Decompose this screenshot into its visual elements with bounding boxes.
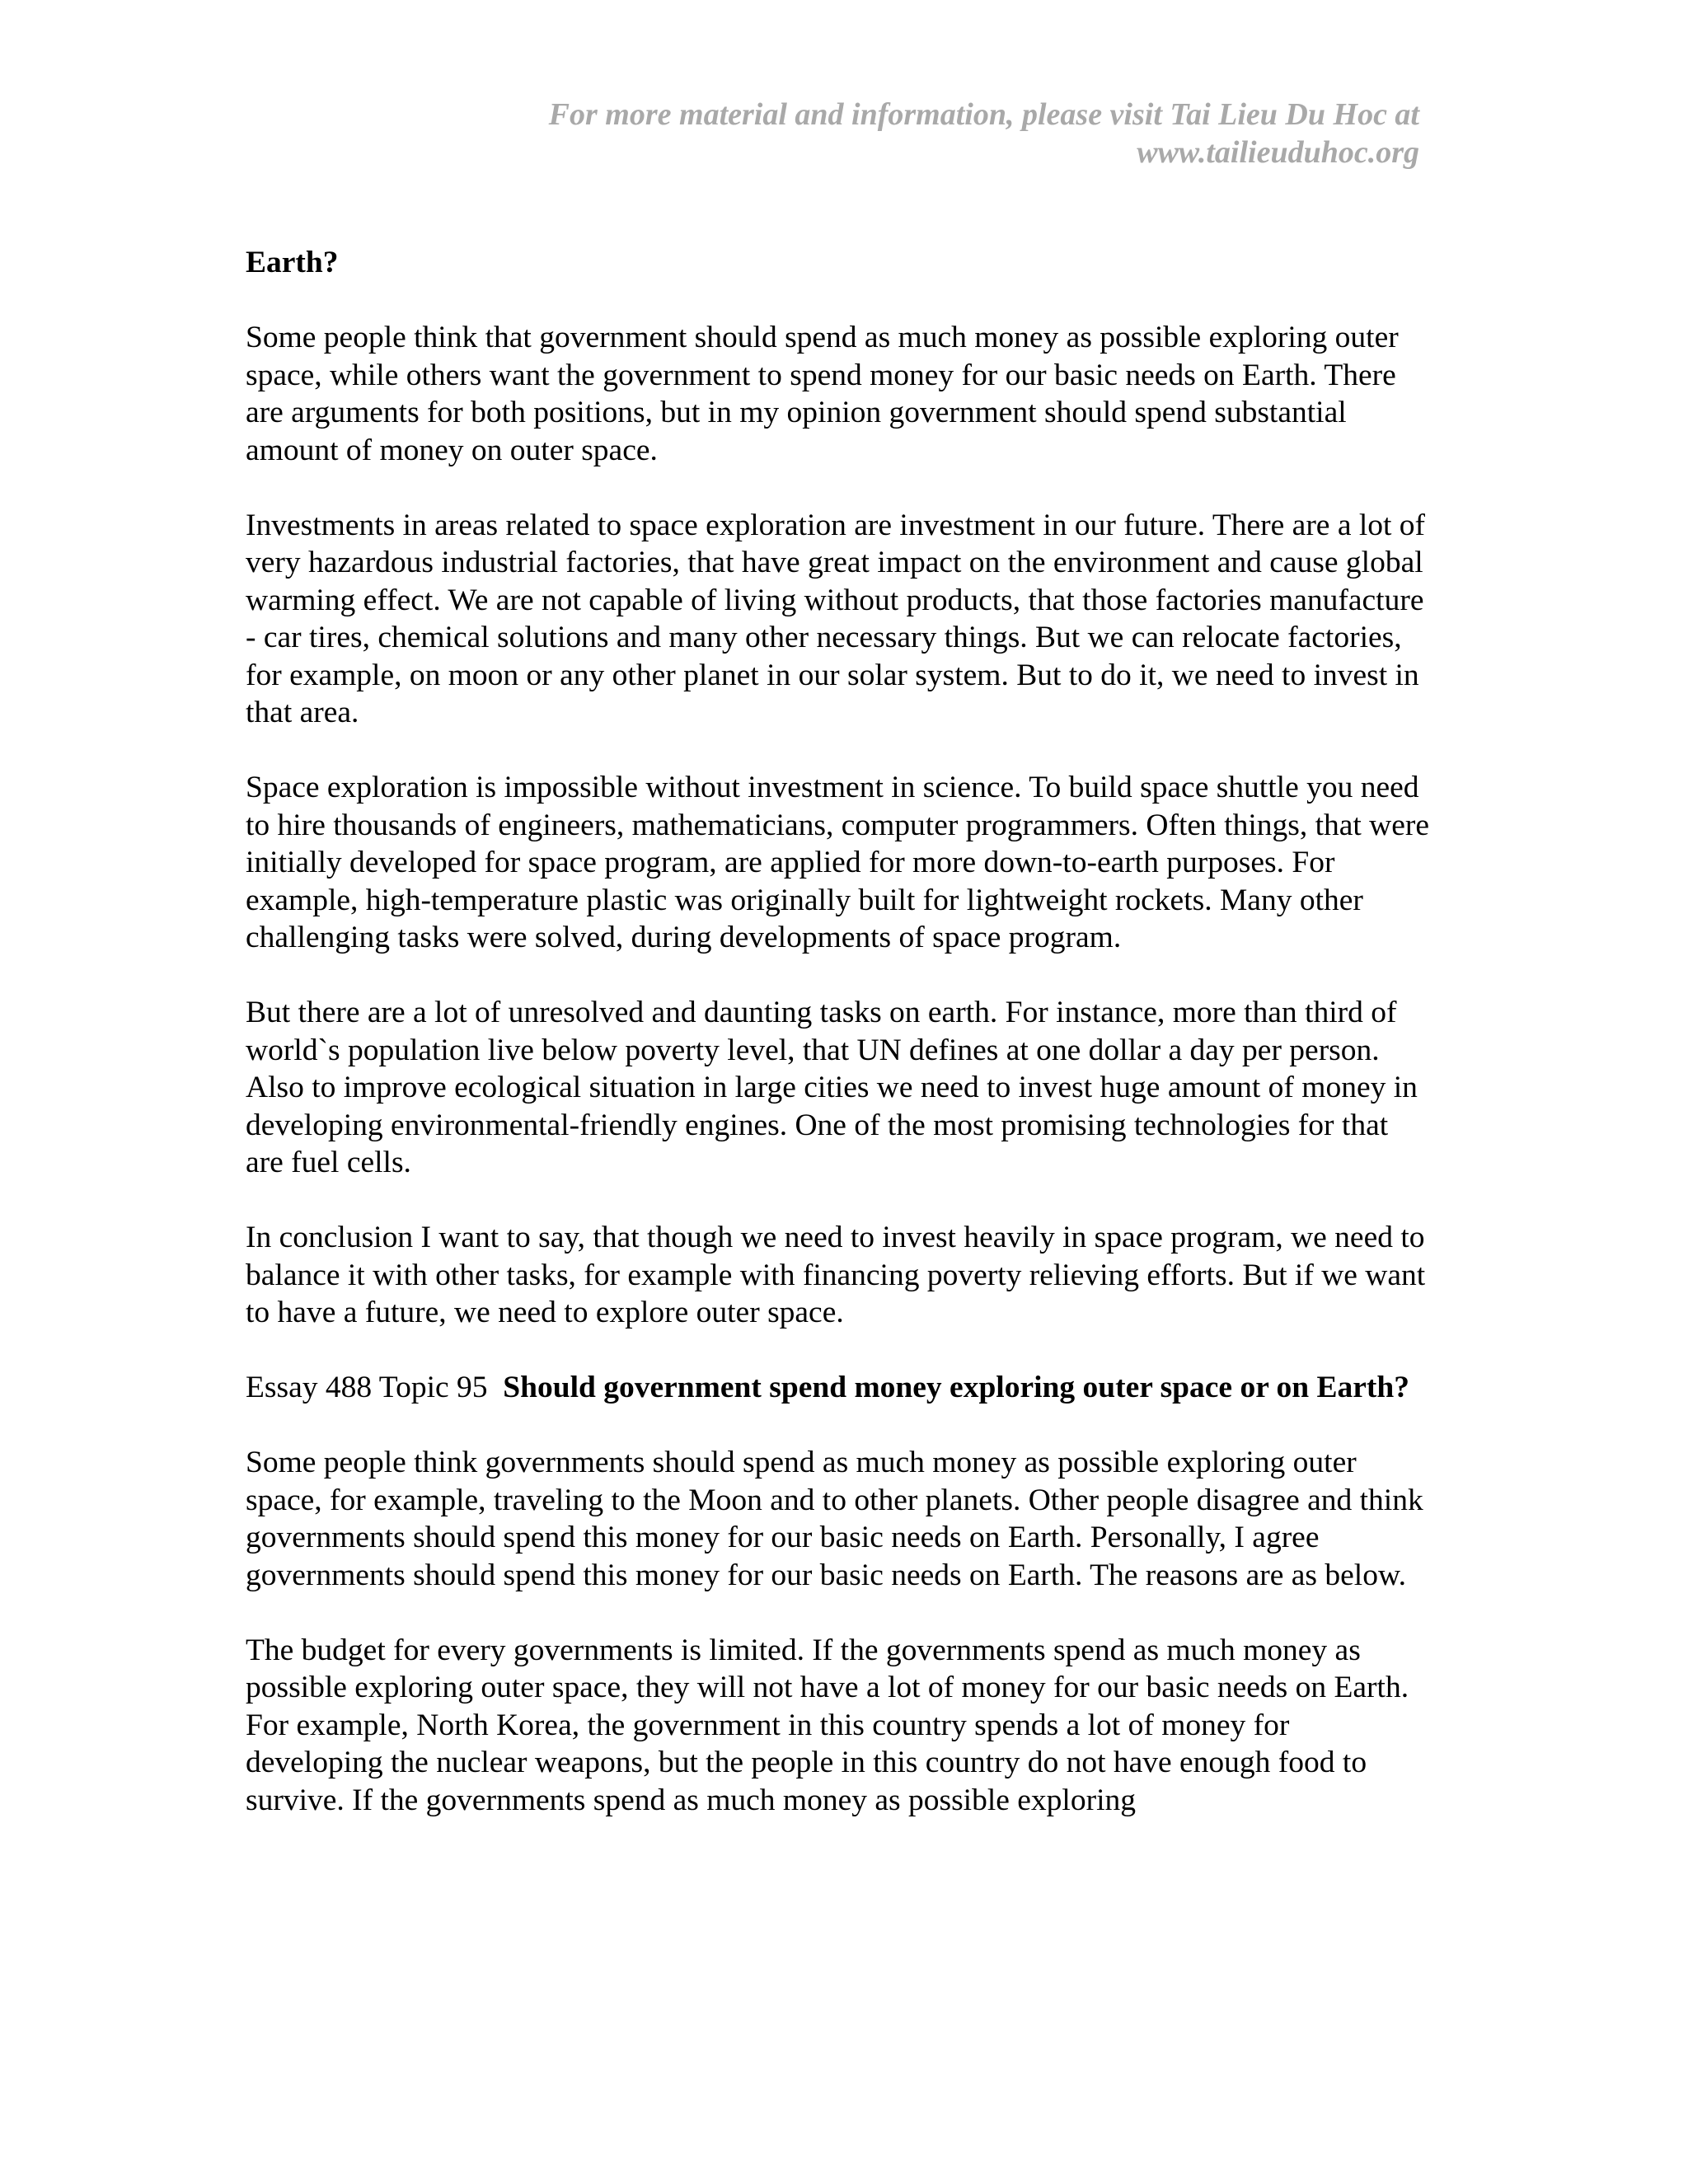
site-notice-line-1: For more material and information, please visit Tai Lieu Du Hoc at bbox=[548, 97, 1419, 132]
section-1-paragraph-1: Some people think that government should spend as much money as possible exploring outer space, while others want the government to spend money for our basic needs on Earth. There are arguments for both positions, but in my opinion government should spend substantial amount of money on outer space. bbox=[246, 321, 1399, 467]
site-notice-header bbox=[348, 96, 1419, 171]
section-1-heading: Earth? bbox=[246, 246, 339, 279]
section-1-paragraph-3: Space exploration is impossible without investment in science. To build space shuttle you need to hire thousands of engineers, mathematicians, computer programmers. Often things, that were initially developed for space program, are applied for more down-to-earth purposes. For example, high-temperature plastic was originally built for lightweight rockets. Many other challenging tasks were solved, during developments of space program. bbox=[246, 771, 1430, 954]
essay-title: Should government spend money exploring outer space or on Earth? bbox=[503, 1371, 1410, 1404]
essay-heading bbox=[246, 1369, 1432, 1407]
section-2-paragraph-1: Some people think governments should spend as much money as possible exploring outer space, for example, traveling to the Moon and to other planets. Other people disagree and think governments should spend this money for our basic needs on Earth. Personally, I agree governments should spend this money for our basic needs on Earth. The reasons are as below. bbox=[246, 1446, 1423, 1592]
section-1-paragraph-2: Investments in areas related to space exploration are investment in our future. There are a lot of very hazardous industrial factories, that have great impact on the environment and cause global warming effect. We are not capable of living without products, that those factories manufacture - car tires, chemical solutions and many other necessary things. But we can relocate factories, for example, on moon or any other planet in our solar system. But to do it, we need to invest in that area. bbox=[246, 508, 1426, 729]
document-body bbox=[246, 244, 1432, 1857]
section-1-paragraph-5: In conclusion I want to say, that though we need to invest heavily in space program, we need to balance it with other tasks, for example with financing poverty relieving efforts. But if we want to have a future, we need to explore outer space. bbox=[246, 1221, 1426, 1329]
site-notice-url: www.tailieuduhoc.org bbox=[1137, 135, 1419, 170]
section-2-paragraph-2: The budget for every governments is limited. If the governments spend as much money as possible exploring outer space, they will not have a lot of money for our basic needs on Earth. For example, North Korea, the government in this country spends a lot of money for developing the nuclear weapons, but the people in this country do not have enough food to survive. If the governments spend as much money as possible exploring bbox=[246, 1633, 1409, 1817]
essay-label: Essay 488 Topic 95 bbox=[246, 1371, 488, 1404]
section-1-paragraph-4: But there are a lot of unresolved and daunting tasks on earth. For instance, more than third of world`s population live below poverty level, that UN defines at one dollar a day per person. Also to improve ecological situation in large cities we need to invest huge amount of money in developing environmental-friendly engines. One of the most promising technologies for that are fuel cells. bbox=[246, 996, 1418, 1179]
